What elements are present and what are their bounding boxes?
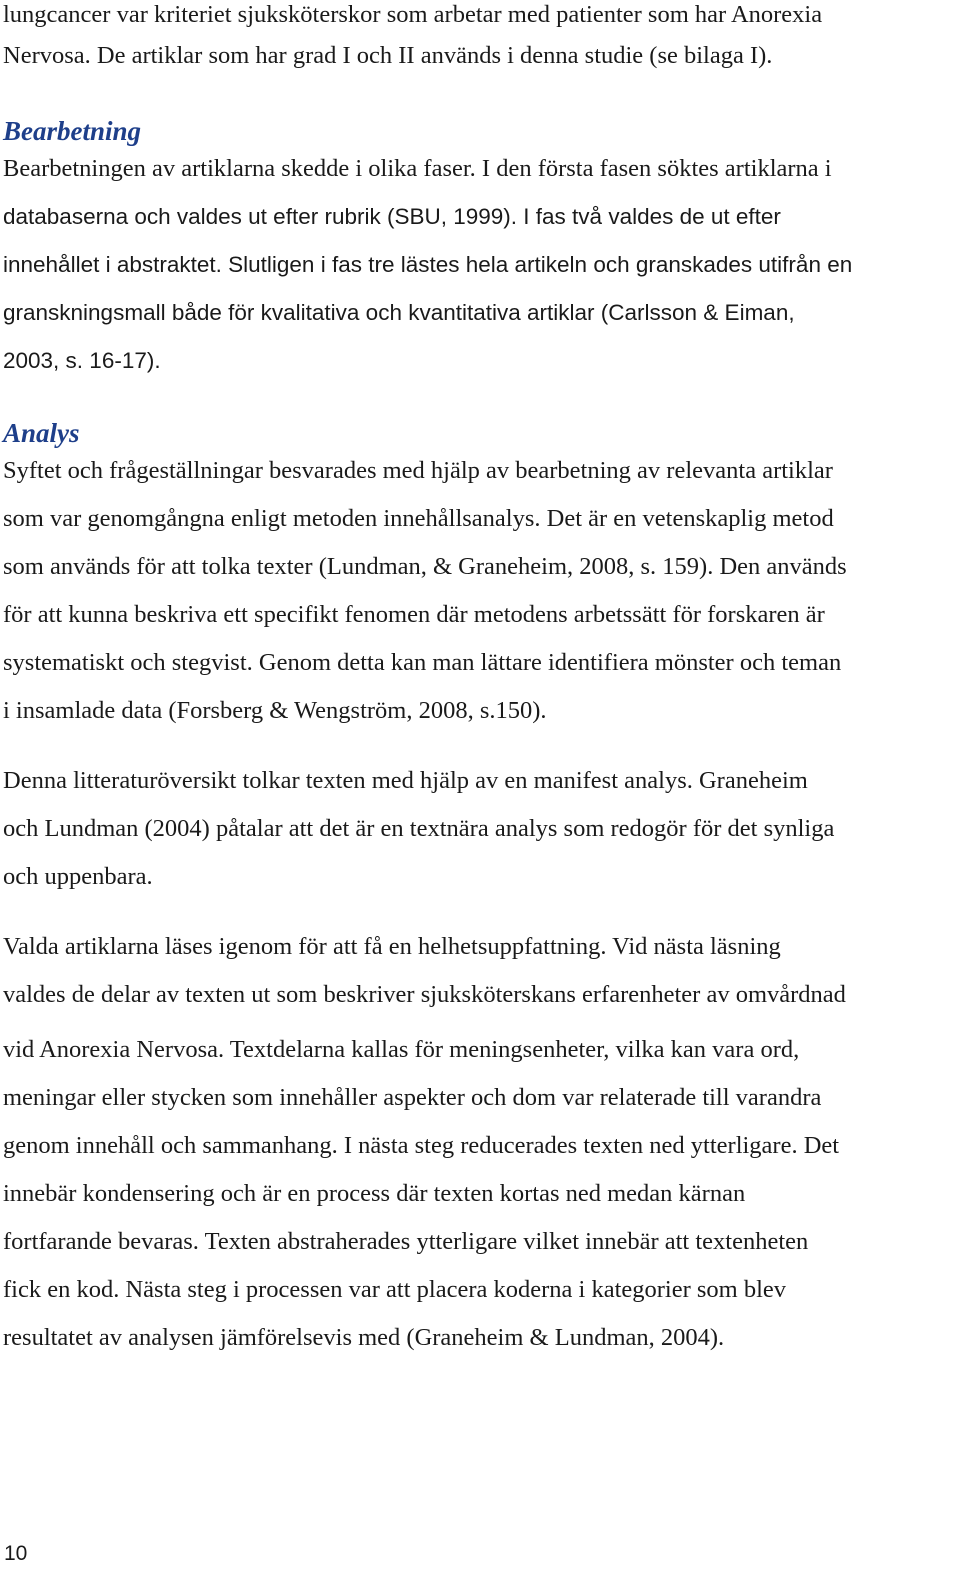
bearbetning-line-2-text: databaserna och valdes ut efter rubrik (SBU, 1999). I fas två valdes de ut efter xyxy=(3,204,781,229)
paragraph-2-line-6: innebär kondensering och är en process där texten kortas ned medan kärnan xyxy=(3,1180,746,1207)
paragraph-1-line-1: Denna litteraturöversikt tolkar texten med hjälp av en manifest analys. Graneheim xyxy=(3,767,808,794)
analys-line-4: för att kunna beskriva ett specifikt fenomen där metodens arbetssätt för forskaren är xyxy=(3,601,825,628)
bearbetning-line-2 xyxy=(3,202,781,232)
analys-line-1: Syftet och frågeställningar besvarades med hjälp av bearbetning av relevanta artiklar xyxy=(3,457,833,484)
intro-line-2: Nervosa. De artiklar som har grad I och II används i denna studie (se bilaga I). xyxy=(3,42,773,69)
analys-line-2: som var genomgångna enligt metoden innehållsanalys. Det är en vetenskaplig metod xyxy=(3,505,834,532)
section-heading-bearbetning: Bearbetning xyxy=(3,116,142,146)
paragraph-2-line-7: fortfarande bevaras. Texten abstraherades ytterligare vilket innebär att textenheten xyxy=(3,1228,809,1255)
section-heading-analys: Analys xyxy=(3,418,80,448)
paragraph-1-line-3: och uppenbara. xyxy=(3,863,153,890)
analys-line-3: som används för att tolka texter (Lundman, & Graneheim, 2008, s. 159). Den används xyxy=(3,553,847,580)
analys-line-5: systematiskt och stegvist. Genom detta kan man lättare identifiera mönster och teman xyxy=(3,649,842,676)
paragraph-2-line-2: valdes de delar av texten ut som beskriver sjuksköterskans erfarenheter av omvårdnad xyxy=(3,981,846,1008)
paragraph-1-line-2: och Lundman (2004) påtalar att det är en textnära analys som redogör för det synliga xyxy=(3,815,835,842)
page-number: 10 xyxy=(4,1542,28,1565)
paragraph-2-line-9: resultatet av analysen jämförelsevis med (Graneheim & Lundman, 2004). xyxy=(3,1324,725,1351)
bearbetning-line-3: innehållet i abstraktet. Slutligen i fas tre lästes hela artikeln och granskades utifrån en xyxy=(3,252,853,277)
analys-line-6: i insamlade data (Forsberg & Wengström, 2008, s.150). xyxy=(3,697,547,724)
paragraph-2-line-5: genom innehåll och sammanhang. I nästa steg reducerades texten ned ytterligare. Det xyxy=(3,1132,840,1159)
bearbetning-line-5: 2003, s. 16-17). xyxy=(3,348,161,373)
paragraph-2-line-8: fick en kod. Nästa steg i processen var att placera koderna i kategorier som blev xyxy=(3,1276,787,1303)
paragraph-2-line-1: Valda artiklarna läses igenom för att få en helhetsuppfattning. Vid nästa läsning xyxy=(3,933,781,960)
bearbetning-line-4: granskningsmall både för kvalitativa och kvantitativa artiklar (Carlsson & Eiman, xyxy=(3,300,795,325)
paragraph-2-line-3: vid Anorexia Nervosa. Textdelarna kallas för meningsenheter, vilka kan vara ord, xyxy=(3,1036,800,1063)
paragraph-2-line-4: meningar eller stycken som innehåller aspekter och dom var relaterade till varandra xyxy=(3,1084,822,1111)
intro-line-1: lungcancer var kriteriet sjuksköterskor som arbetar med patienter som har Anorexia xyxy=(3,1,823,28)
bearbetning-line-1: Bearbetningen av artiklarna skedde i olika faser. I den första fasen söktes artiklarna i xyxy=(3,155,832,182)
